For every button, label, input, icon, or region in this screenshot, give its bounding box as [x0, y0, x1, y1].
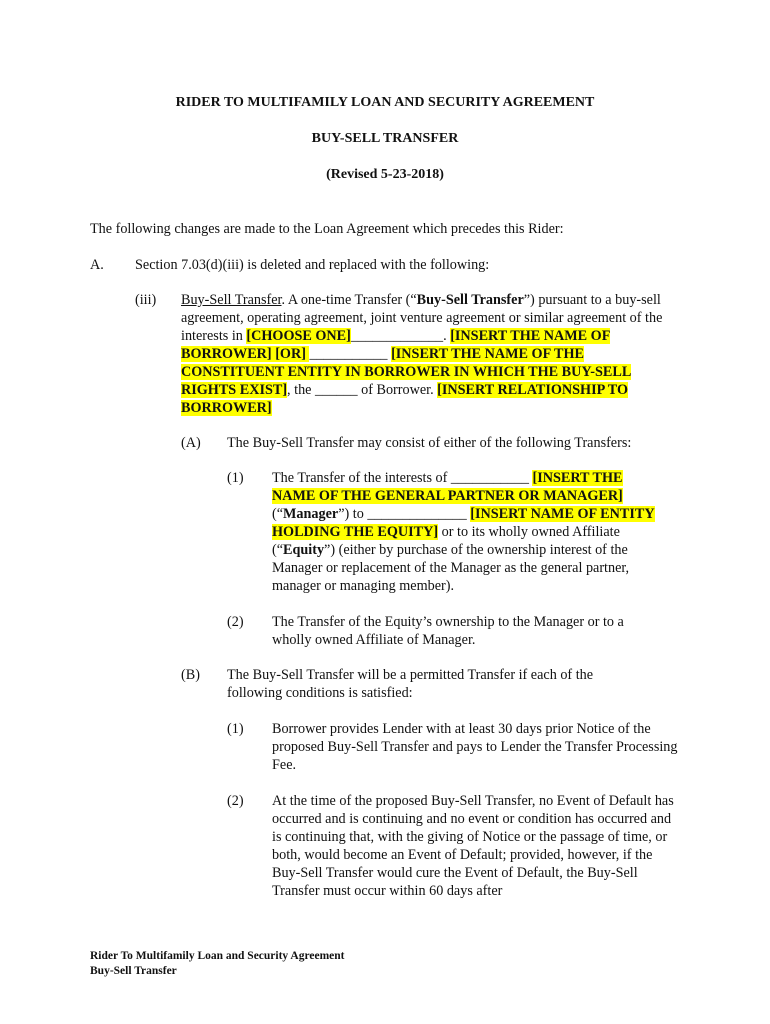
defined-term-buy-sell-transfer: Buy-Sell Transfer — [416, 292, 524, 308]
placeholder-general-partner: [INSERT THE NAME OF THE GENERAL PARTNER OR MANAGER] — [272, 470, 623, 504]
clause-iii-blank-2: ___________ — [309, 346, 392, 362]
revision-date: (Revised 5-23-2018) — [326, 167, 444, 182]
section-a-text: Section 7.03(d)(iii) is deleted and replaced with the following: — [135, 257, 490, 273]
subsection-b-item-2-marker: (2) — [227, 793, 244, 809]
placeholder-constituent-entity: [INSERT THE NAME OF THE CONSTITUENT ENTITY IN BORROWER IN WHICH THE BUY-SELL RIGHTS EXIST] — [181, 346, 632, 398]
document-title: RIDER TO MULTIFAMILY LOAN AND SECURITY AGREEMENT — [175, 95, 595, 110]
item-a1-text-3: ”) to ______________ — [338, 506, 471, 522]
clause-iii-marker: (iii) — [135, 292, 157, 308]
subsection-a-item-1-text — [272, 469, 660, 595]
clause-iii-text-3: , the ______ of Borrower. — [287, 382, 438, 398]
clause-iii-paragraph — [181, 291, 681, 417]
subsection-a-item-2-marker: (2) — [227, 614, 244, 630]
placeholder-relationship: [INSERT RELATIONSHIP TO BORROWER] — [181, 382, 629, 416]
placeholder-equity-entity: [INSERT NAME OF ENTITY HOLDING THE EQUITY] — [272, 506, 655, 540]
defined-term-manager: Manager — [283, 506, 339, 522]
placeholder-choose-one: [CHOOSE ONE] — [246, 328, 351, 344]
subsection-b-text: The Buy-Sell Transfer will be a permitted Transfer if each of the following conditions is satisfied: — [227, 667, 594, 701]
section-a-marker: A. — [90, 257, 104, 273]
item-a1-text-5: ”) (either by purchase of the ownership interest of the Manager or replacement of the Manager as the general partner, manager or managing member). — [272, 542, 630, 594]
subsection-a-marker: (A) — [181, 435, 201, 451]
intro-paragraph: The following changes are made to the Loan Agreement which precedes this Rider: — [90, 221, 564, 237]
clause-iii-text-2: ”) pursuant to a buy-sell agreement, operating agreement, joint venture agreement or similar agreement of the interests in — [181, 292, 663, 344]
item-a1-text-4: or to its wholly owned Affiliate (“ — [272, 524, 620, 558]
subsection-a-item-2-text: The Transfer of the Equity’s ownership to the Manager or to a wholly owned Affiliate of Manager. — [272, 614, 624, 648]
subsection-a-text: The Buy-Sell Transfer may consist of either of the following Transfers: — [227, 435, 632, 451]
subsection-b-item-1-text: Borrower provides Lender with at least 30 days prior Notice of the proposed Buy-Sell Transfer and pays to Lender the Transfer Processing Fee. — [272, 721, 678, 773]
item-a1-text-2: (“ — [272, 506, 284, 522]
subsection-b-item-2-text: At the time of the proposed Buy-Sell Transfer, no Event of Default has occurred and is continuing and no event or condition has occurred and is continuing that, with the giving of Notice or the passage of time, or both, would become an Event of Default; provided, however, if the Buy-Sell Transfer would cure the Event of Default, the Buy-Sell Transfer must occur within 60 days after — [272, 793, 674, 899]
item-a1-text-1: The Transfer of the interests of ___________ — [272, 470, 533, 486]
subsection-b-item-1-marker: (1) — [227, 721, 244, 737]
clause-iii-text-1: . A one-time Transfer (“ — [281, 292, 417, 308]
clause-iii-heading: Buy-Sell Transfer — [181, 292, 282, 308]
subsection-b-marker: (B) — [181, 667, 200, 683]
placeholder-borrower-name: [INSERT THE NAME OF BORROWER] [OR] — [181, 328, 611, 362]
clause-iii-blank-1: _____________. — [350, 328, 451, 344]
subsection-a-item-1-marker: (1) — [227, 470, 244, 486]
footer-line-1: Rider To Multifamily Loan and Security Agreement — [90, 950, 345, 962]
defined-term-equity: Equity — [283, 542, 325, 558]
document-subtitle: BUY-SELL TRANSFER — [311, 131, 459, 146]
footer-line-2: Buy-Sell Transfer — [90, 965, 177, 977]
